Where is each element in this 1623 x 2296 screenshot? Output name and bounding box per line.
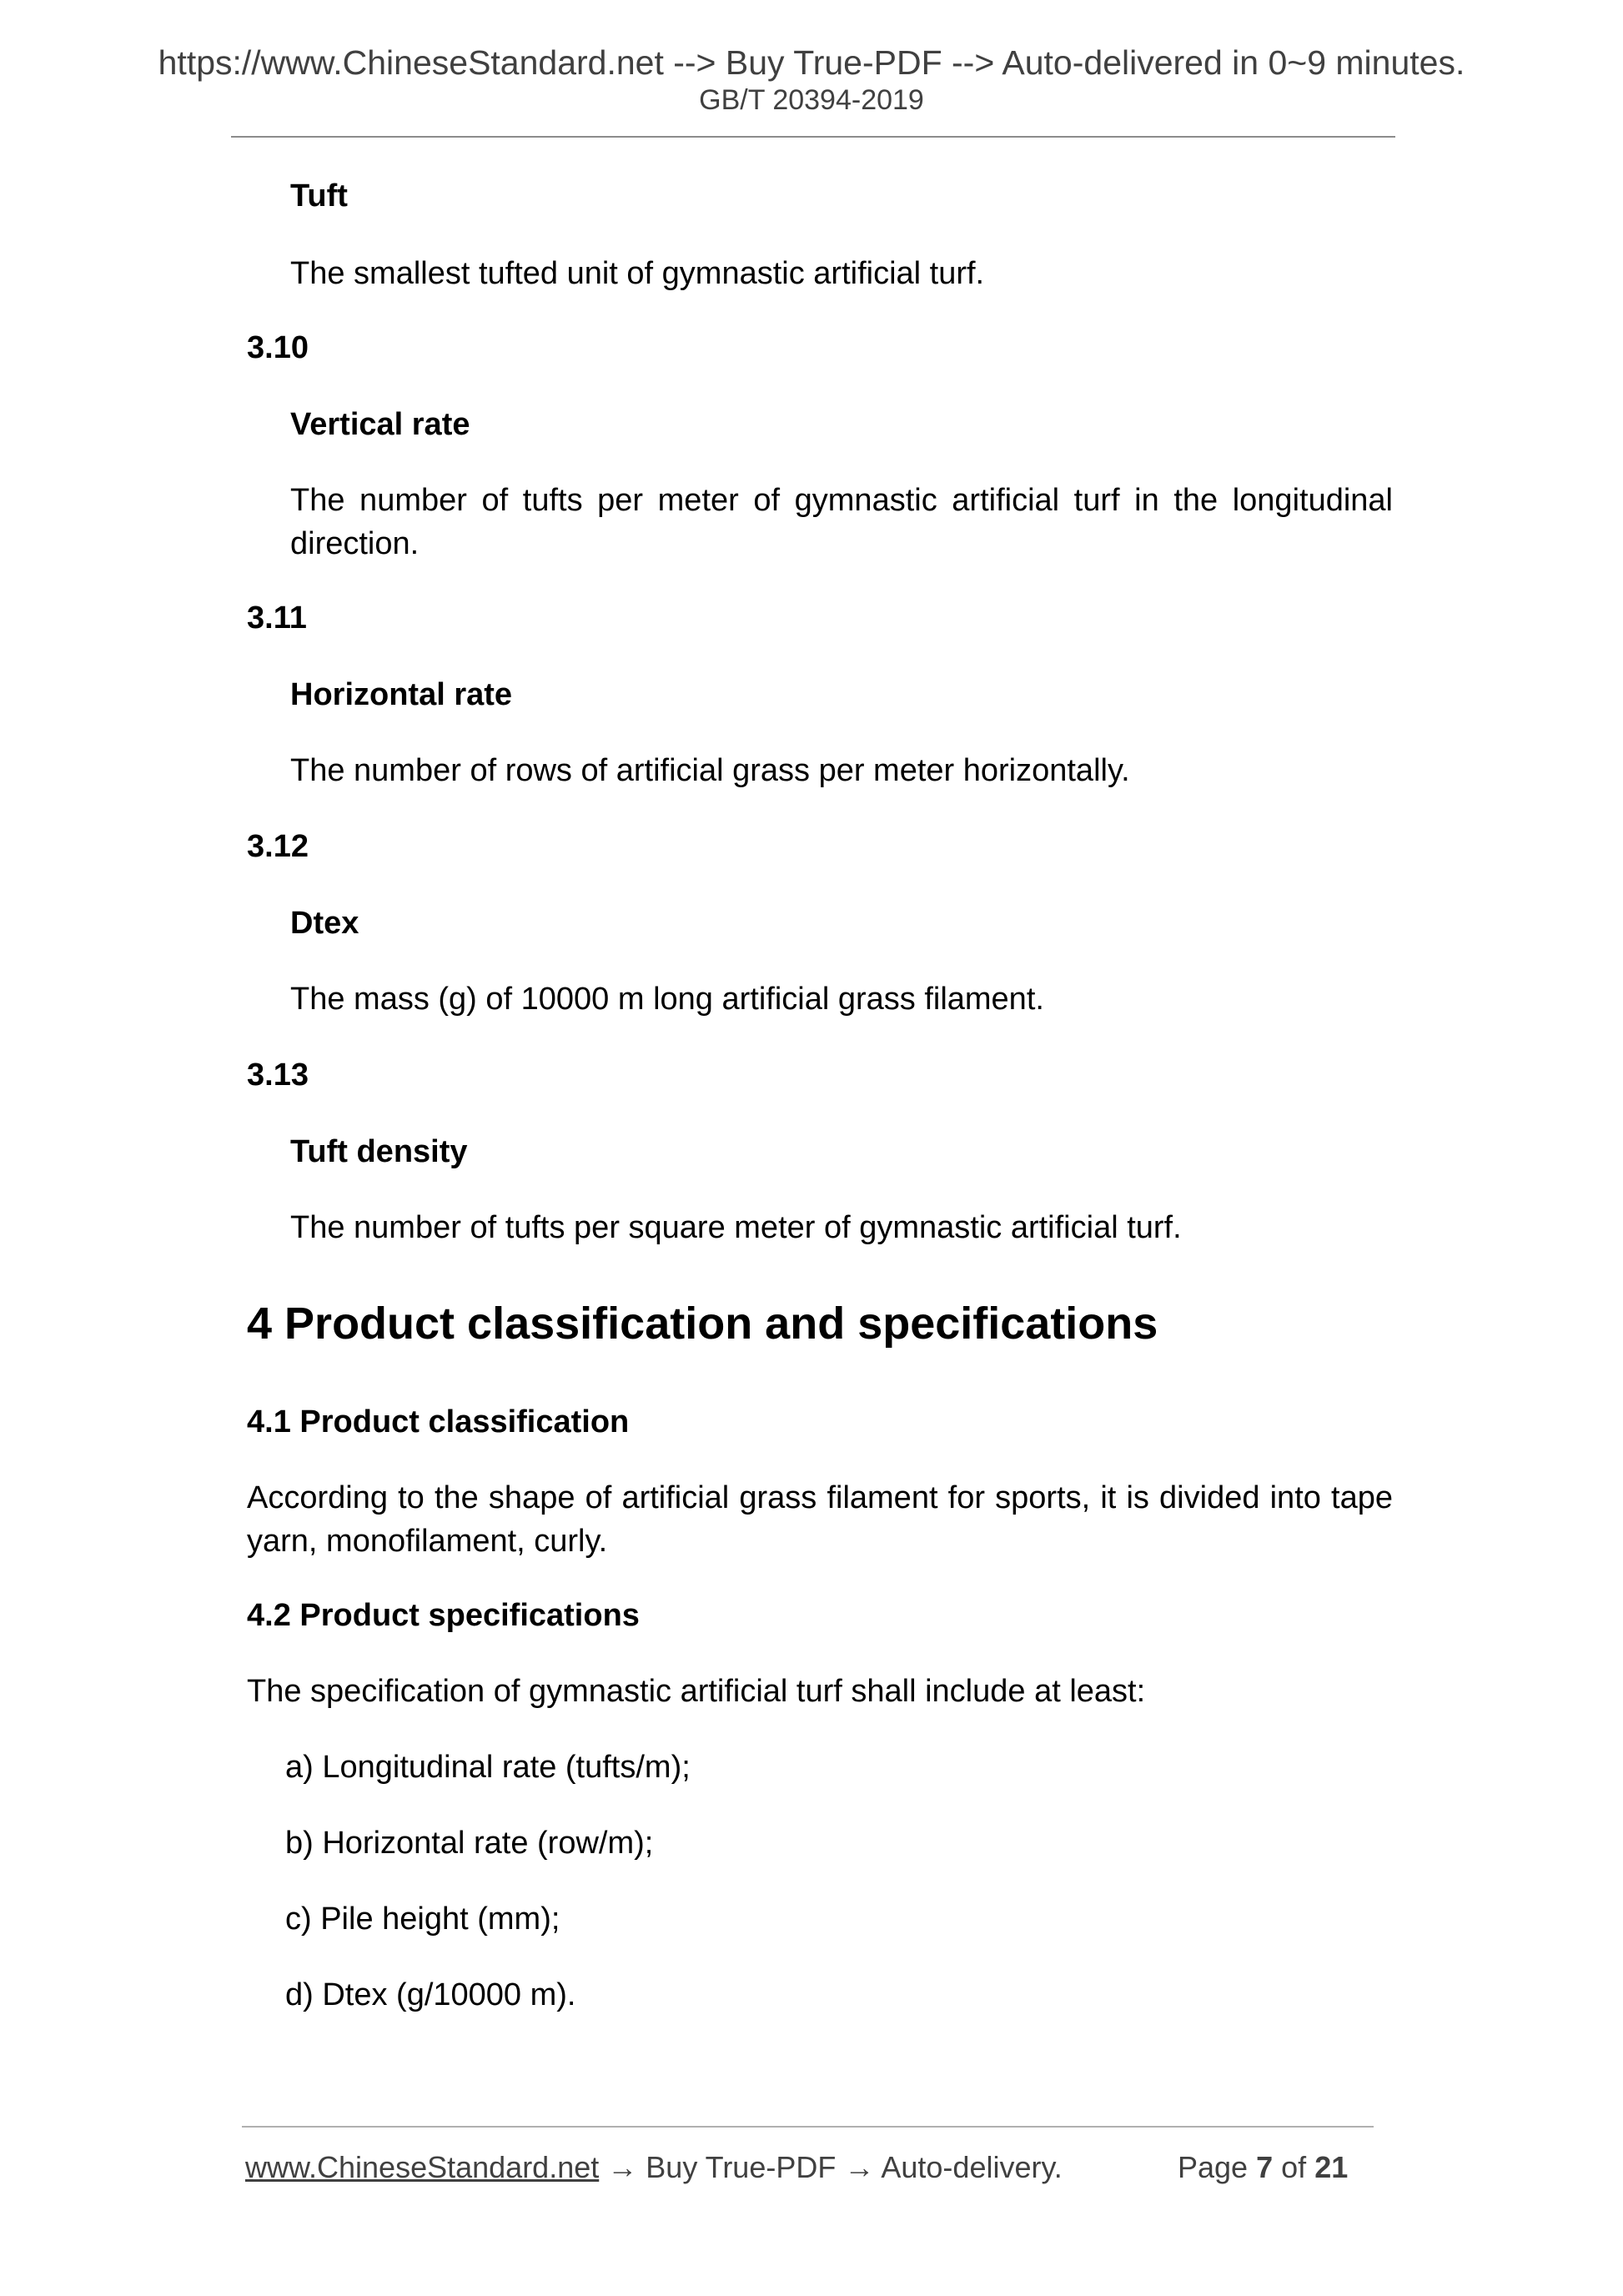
footer-promo [245,2150,1063,2185]
header-divider [231,136,1395,138]
spec-item-d: d) Dtex (g/10000 m). [285,1977,576,2012]
page-total: 21 [1314,2150,1349,2184]
standard-code: GB/T 20394-2019 [699,84,924,116]
spec-item-c: c) Pile height (mm); [285,1902,560,1937]
definition-vertical-rate: The number of tufts per meter of gymnastic artificial turf in the longitudinal direction. [290,483,1393,561]
definition-dtex: The mass (g) of 10000 m long artificial grass filament. [290,982,1044,1017]
section-4-2-heading: 4.2 Product specifications [247,1598,640,1633]
footer-divider [242,2126,1374,2128]
term-horizontal-rate: Horizontal rate [290,677,513,712]
section-4-1-text: According to the shape of artificial grass filament for sports, it is divided into tape yarn, monofilament, curly. [247,1480,1393,1559]
clause-number-3-10: 3.10 [247,330,309,365]
spec-item-a: a) Longitudinal rate (tufts/m); [285,1750,691,1785]
arrow-right-icon: → [844,2150,875,2184]
footer-site-link[interactable]: www.ChineseStandard.net [245,2150,600,2184]
clause-number-3-12: 3.12 [247,829,309,864]
clause-number-3-13: 3.13 [247,1058,309,1093]
section-4-heading: 4 Product classification and specifications [247,1299,1158,1349]
definition-horizontal-rate: The number of rows of artificial grass per meter horizontally. [290,753,1130,788]
definition-tuft: The smallest tufted unit of gymnastic artificial turf. [290,256,985,291]
page-current: 7 [1256,2150,1274,2184]
footer-delivery-text: Auto-delivery. [881,2150,1063,2184]
header-link[interactable]: https://www.ChineseStandard.net --> Buy True-PDF --> Auto-delivered in 0~9 minutes. [158,43,1465,82]
section-4-2-intro: The specification of gymnastic artificial turf shall include at least: [247,1674,1146,1709]
clause-number-3-11: 3.11 [247,600,307,636]
page-label: Page [1178,2150,1249,2184]
definition-tuft-density: The number of tufts per square meter of gymnastic artificial turf. [290,1210,1182,1245]
section-4-1-heading: 4.1 Product classification [247,1404,630,1439]
term-dtex: Dtex [290,906,359,941]
of-label: of [1281,2150,1307,2184]
footer-buy-text: Buy True-PDF [646,2150,837,2184]
term-tuft: Tuft [290,178,348,214]
spec-item-b: b) Horizontal rate (row/m); [285,1826,654,1861]
page-indicator [1178,2150,1348,2185]
term-vertical-rate: Vertical rate [290,407,470,442]
term-tuft-density: Tuft density [290,1134,468,1169]
arrow-right-icon: → [607,2150,638,2184]
